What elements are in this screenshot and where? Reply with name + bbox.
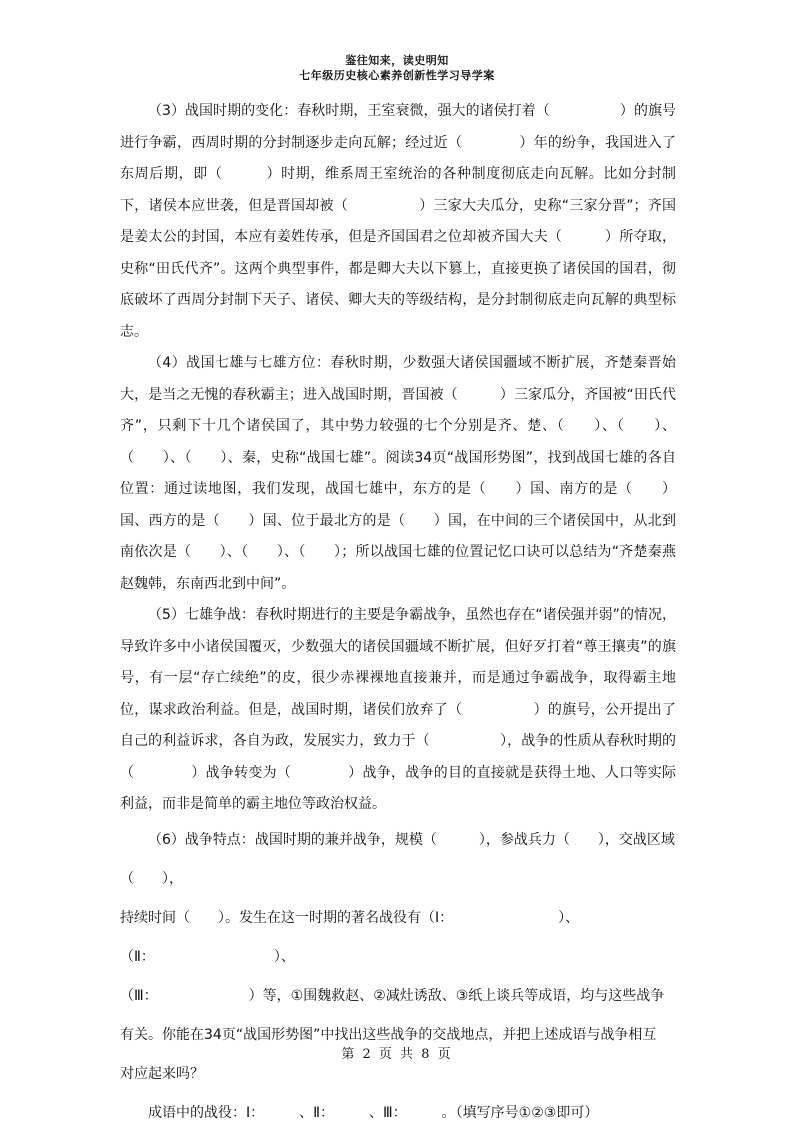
section-3-paragraph: （3）战国时期的变化：春秋时期，王室衰微，强大的诸侯打着（ ）的旗号进行争霸，西周时期的分封制逐步走向瓦解；经过近（ ）年的纷争，我国进入了东周后期，即（ ）时期，维系周王室统治的各种制度彻底走向瓦解。比如分封制下，诸侯本应世袭，但是晋国却被（ ）三家大夫瓜分，史称“三家分晋”；齐国是姜太公的封国，本应有姜姓传承，但是齐国国君之位却被齐国大夫（ ）所夺取，史称“田氏代齐”。这两个典型事件，都是卿大夫以下篡上，直接更换了诸侯国的国君，彻底破坏了西周分封制下天子、诸侯、卿大夫的等级结构，是分封制彻底走向瓦解的典型标志。: [120, 103, 676, 340]
page-header: [0, 53, 794, 83]
section-6-line-5: 对应起来吗？: [120, 1065, 204, 1082]
section-6-line-3: （Ⅲ： ）等，①围魏救赵、②减灶诱敌、③纸上谈兵等成语，均与这些战争: [120, 987, 665, 1004]
document-body: [120, 96, 676, 1129]
header-title: 七年级历史核心素养创新性学习导学案: [299, 69, 495, 82]
section-4-paragraph: （4）战国七雄与七雄方位：春秋时期，少数强大诸侯国疆域不断扩展，齐楚秦晋始大，是当之无愧的春秋霸主；进入战国时期，晋国被（ ）三家瓜分，齐国被“田氏代齐”，只剩下十几个诸侯国了，其中势力较强的七个分别是齐、楚、（ ）、（ ）、（ ）、（ ）、秦，史称“战国七雄”。阅读34页“战国形势图”，找到战国七雄的各自位置：通过读地图，我们发现，战国七雄中，东方的是（ ）国、南方的是（ ）国、西方的是（ ）国、位于最北方的是（ ）国，在中间的三个诸侯国中，从北到南依次是（ ）、（ ）、（ ）；所以战国七雄的位置记忆口诀可以总结为“齐楚秦燕赵魏韩，东南西北到中间”。: [120, 355, 676, 592]
section-5-paragraph: （5）七雄争战：春秋时期进行的主要是争霸战争，虽然也存在“诸侯强并弱”的情况，导致许多中小诸侯国覆灭，少数强大的诸侯国疆域不断扩展，但好歹打着“尊王攘夷”的旗号，有一层“存亡续绝”的皮，很少赤裸裸地直接兼并，而是通过争霸战争，取得霸主地位，谋求政治利益。但是，战国时期，诸侯们放弃了（ ）的旗号，公开提出了自己的利益诉求，各自为政，发展实力，致力于（ ），战争的性质从春秋时期的（ ）战争转变为（ ）战争，战争的目的直接就是获得土地、人口等实际利益，而非是简单的霸主地位等政治权益。: [120, 607, 676, 812]
section-6-line-1: （6）战争特点：战国时期的兼并战争，规模（ ），参战兵力（ ），交战区域（ ），: [120, 831, 675, 887]
section-6-line-4: 有关。你能在34页“战国形势图”中找出这些战争的交战地点，并把上述成语与战争相互: [120, 1026, 657, 1043]
answer-prompt: 成语中的战役：Ⅰ： 、Ⅱ： 、Ⅲ： 。（填写序号①②③即可）: [148, 1104, 599, 1121]
page-number: 第 2 页 共 8 页: [341, 1047, 453, 1062]
header-motto: 鉴往知来，读史明知: [345, 54, 449, 67]
section-6-line-2: 持续时间（ ）。发生在这一时期的著名战役有（Ⅰ： ）、（Ⅱ： ）、: [120, 909, 580, 965]
